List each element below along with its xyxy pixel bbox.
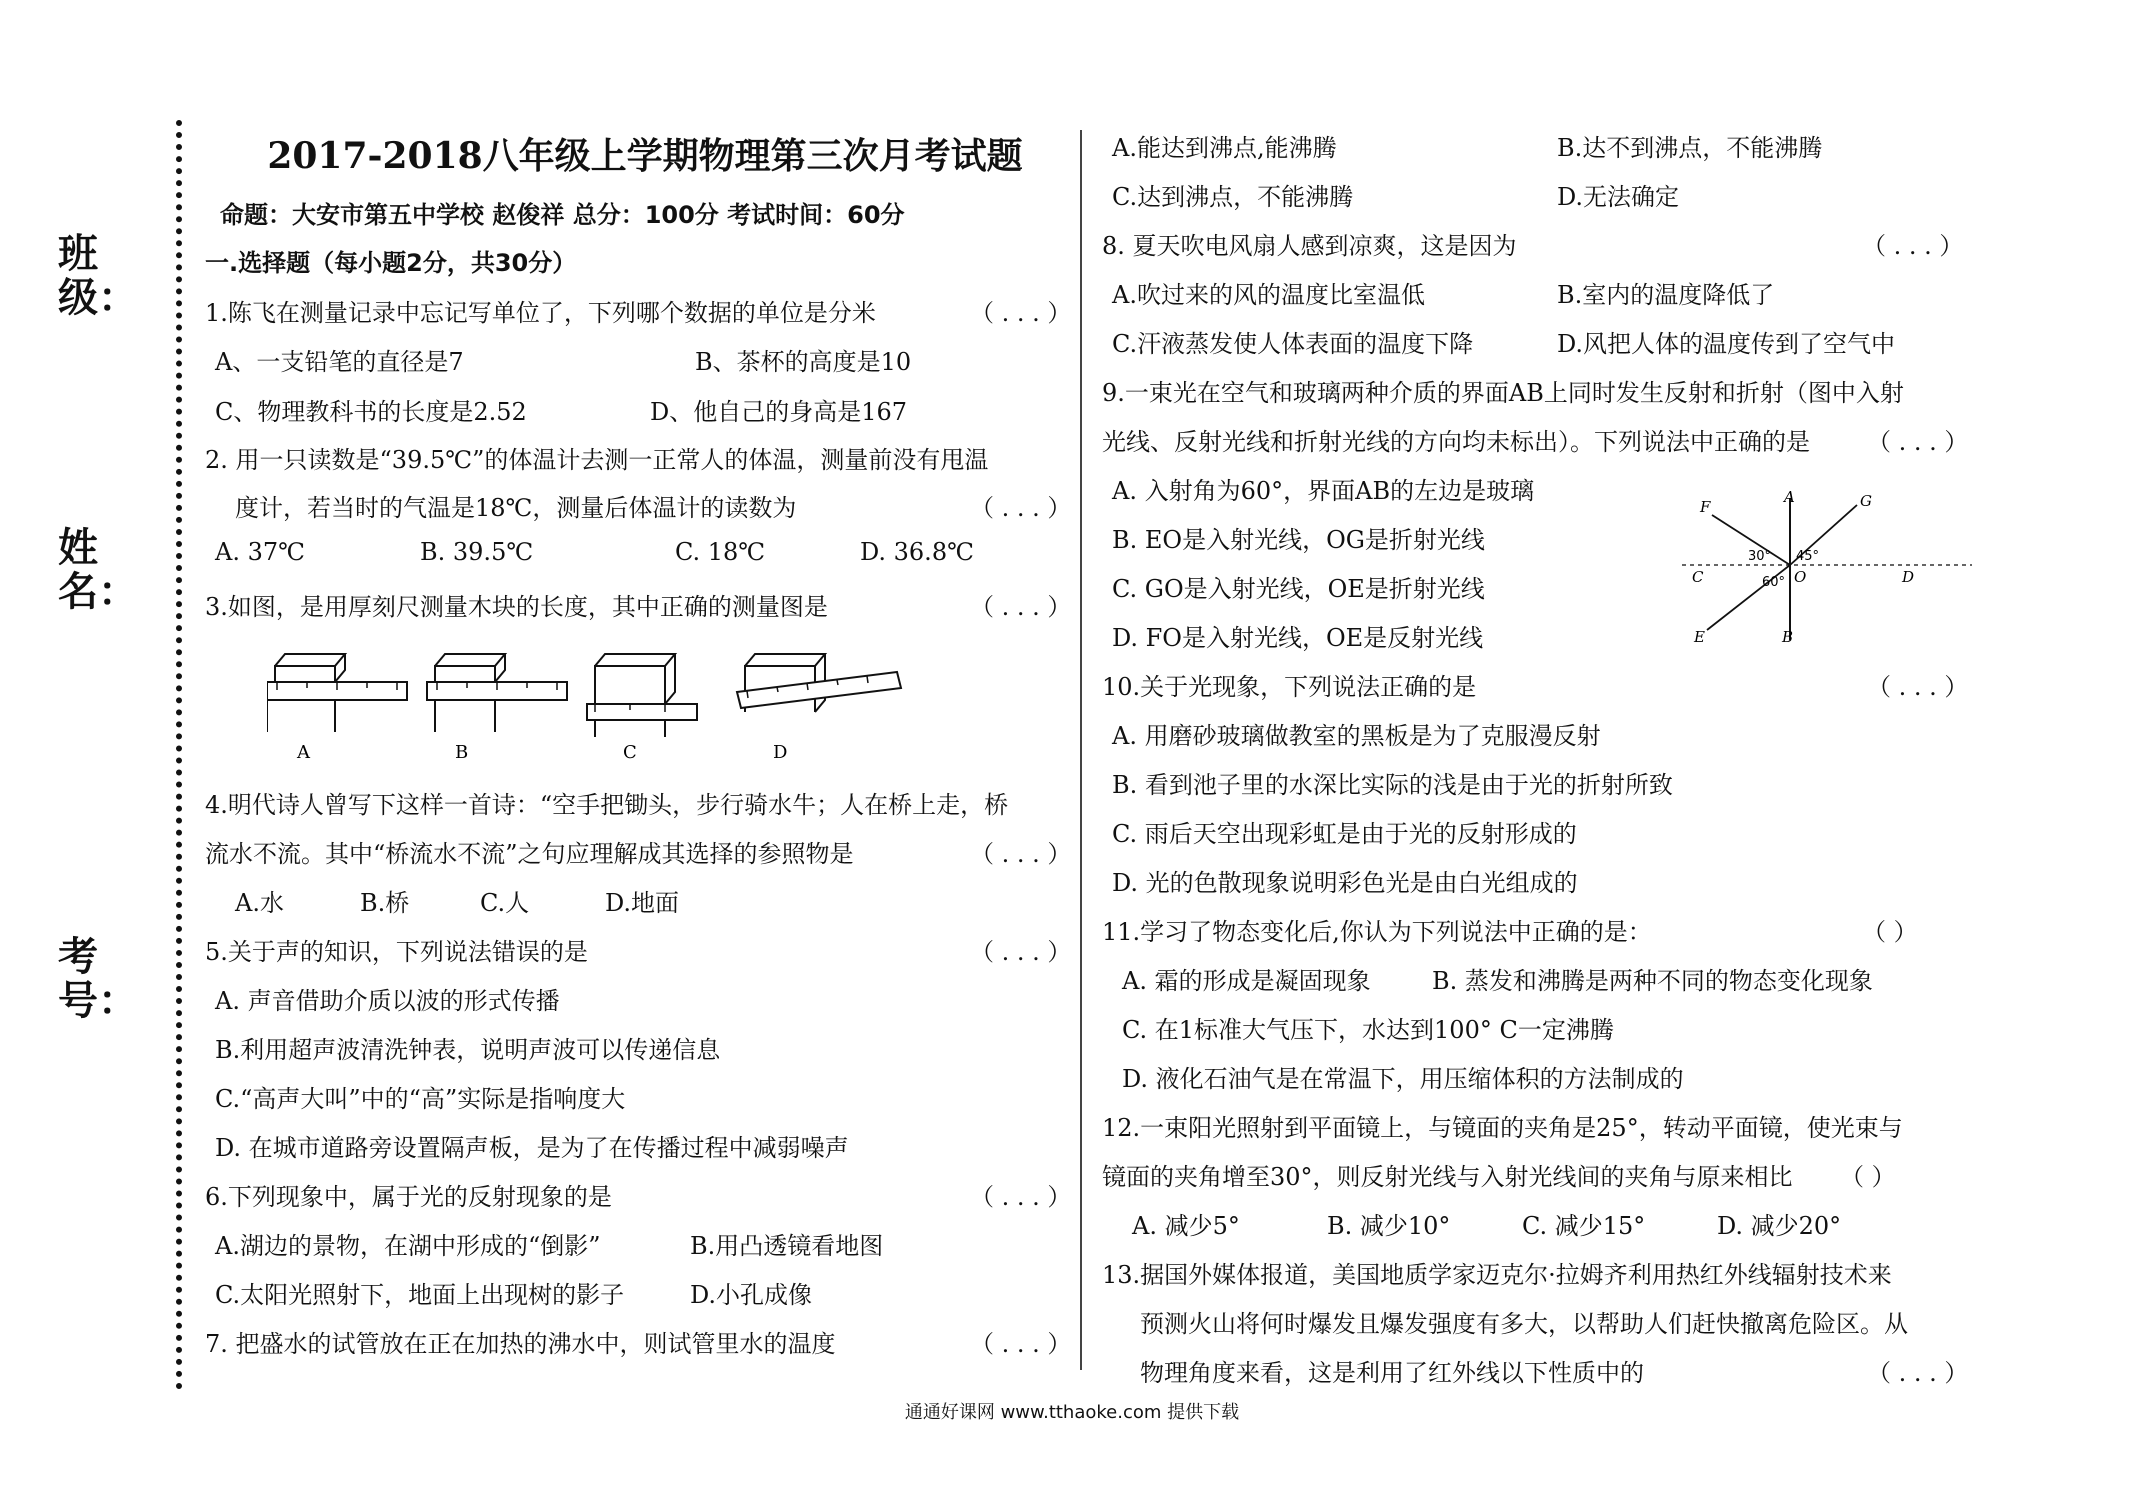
binding-dotted-line (176, 120, 182, 1390)
answer-blank-8[interactable]: （ . . . ） (1862, 232, 1964, 260)
q7-option-b: B.达不到沸点，不能沸腾 (1557, 134, 1823, 162)
question-2-stem-2: 度计，若当时的气温是18℃，测量后体温计的读数为 (235, 494, 797, 522)
answer-blank-10[interactable]: （ . . . ） (1867, 673, 1969, 701)
class-label: 班级： (58, 231, 138, 321)
ruler-figure (267, 642, 907, 762)
column-divider (1080, 130, 1082, 1370)
answer-blank-2[interactable]: （ . . . ） (970, 494, 1072, 522)
page-title: 2017-2018八年级上学期物理第三次月考试题 (267, 135, 1023, 177)
q2-option-d: D. 36.8℃ (860, 538, 974, 566)
question-12-stem-2: 镜面的夹角增至30°，则反射光线与入射光线间的夹角与原来相比 (1102, 1163, 1793, 1191)
ruler-label-a: A (297, 742, 310, 762)
q5-option-a: A. 声音借助介质以波的形式传播 (215, 987, 560, 1015)
question-10-stem: 10.关于光现象，下列说法正确的是 (1102, 673, 1477, 701)
left-column (205, 0, 1072, 1400)
fig-angle-30: 30° (1748, 549, 1772, 564)
q11-option-b: B. 蒸发和沸腾是两种不同的物态变化现象 (1432, 967, 1873, 995)
q7-option-d: D.无法确定 (1557, 183, 1680, 211)
q7-option-c: C.达到沸点，不能沸腾 (1112, 183, 1354, 211)
q4-option-b: B.桥 (360, 889, 410, 917)
q10-option-c: C. 雨后天空出现彩虹是由于光的反射形成的 (1112, 820, 1577, 848)
ruler-diagram-d (737, 654, 901, 712)
question-13-stem-1: 13.据国外媒体报道，美国地质学家迈克尔·拉姆齐利用热红外线辐射技术来 (1102, 1261, 1892, 1289)
q11-option-a: A. 霜的形成是凝固现象 (1122, 967, 1371, 995)
q6-option-c: C.太阳光照射下，地面上出现树的影子 (215, 1281, 625, 1309)
q1-option-c: C、物理教科书的长度是2.52 (215, 398, 527, 426)
q1-option-b: B、茶杯的高度是10 (695, 348, 912, 376)
question-2-stem-1: 2. 用一只读数是“39.5℃”的体温计去测一正常人的体温，测量前没有甩温 (205, 446, 989, 474)
answer-blank-13[interactable]: （ . . . ） (1867, 1359, 1969, 1387)
q9-option-b: B. EO是入射光线，OG是折射光线 (1112, 526, 1485, 554)
fig-label-a: A (1784, 490, 1795, 506)
q5-option-d: D. 在城市道路旁设置隔声板，是为了在传播过程中减弱噪声 (215, 1134, 849, 1162)
q6-option-d: D.小孔成像 (690, 1281, 813, 1309)
fig-label-c: C (1692, 568, 1704, 586)
q1-option-d: D、他自己的身高是167 (650, 398, 908, 426)
fig-angle-45: 45° (1796, 549, 1820, 564)
question-12-stem-1: 12.一束阳光照射到平面镜上，与镜面的夹角是25°，转动平面镜，使光束与 (1102, 1114, 1903, 1142)
ruler-diagram-a (267, 654, 407, 732)
q7-option-a: A.能达到沸点,能沸腾 (1112, 134, 1337, 162)
q12-option-a: A. 减少5° (1132, 1212, 1240, 1240)
answer-blank-5[interactable]: （ . . . ） (970, 938, 1072, 966)
binding-margin (0, 0, 190, 1400)
exam-meta: 命题：大安市第五中学校 赵俊祥 总分：100分 考试时间：60分 (220, 201, 905, 229)
question-6-stem: 6.下列现象中，属于光的反射现象的是 (205, 1183, 612, 1211)
right-column (1102, 0, 1967, 1400)
ruler-label-c: C (623, 742, 637, 762)
question-11-stem: 11.学习了物态变化后,你认为下列说法中正确的是： (1102, 918, 1652, 946)
q2-option-c: C. 18℃ (675, 538, 766, 566)
q10-option-a: A. 用磨砂玻璃做教室的黑板是为了克服漫反射 (1112, 722, 1601, 750)
fig-label-g: G (1860, 492, 1872, 510)
answer-blank-7[interactable]: （ . . . ） (970, 1330, 1072, 1358)
q5-option-b: B.利用超声波清洗钟表，说明声波可以传递信息 (215, 1036, 721, 1064)
question-9-stem-1: 9.一束光在空气和玻璃两种介质的界面AB上同时发生反射和折射（图中入射 (1102, 379, 1904, 407)
question-5-stem: 5.关于声的知识，下列说法错误的是 (205, 938, 588, 966)
q12-option-b: B. 减少10° (1327, 1212, 1451, 1240)
question-8-stem: 8. 夏天吹电风扇人感到凉爽，这是因为 (1102, 232, 1517, 260)
answer-blank-4[interactable]: （ . . . ） (970, 840, 1072, 868)
answer-blank-6[interactable]: （ . . . ） (970, 1183, 1072, 1211)
question-4-stem-2: 流水不流。其中“桥流水不流”之句应理解成其选择的参照物是 (205, 840, 854, 868)
fig-label-d: D (1902, 568, 1915, 586)
fig-label-o: O (1794, 568, 1807, 586)
question-3-stem: 3.如图，是用厚刻尺测量木块的长度，其中正确的测量图是 (205, 593, 828, 621)
q4-option-d: D.地面 (605, 889, 680, 917)
fig-label-b: B (1782, 628, 1794, 645)
light-refraction-diagram (1682, 490, 1972, 645)
page-footer: 通通好课网 www.tthaoke.com 提供下载 (904, 1402, 1240, 1423)
answer-blank-9[interactable]: （ . . . ） (1867, 428, 1969, 456)
question-7-stem: 7. 把盛水的试管放在正在加热的沸水中，则试管里水的温度 (205, 1330, 836, 1358)
fig-angle-60: 60° (1762, 575, 1786, 590)
answer-blank-3[interactable]: （ . . . ） (970, 593, 1072, 621)
q10-option-d: D. 光的色散现象说明彩色光是由白光组成的 (1112, 869, 1578, 897)
ruler-label-d: D (773, 742, 788, 762)
fig-label-f: F (1700, 498, 1711, 516)
section-heading: 一.选择题（每小题2分，共30分） (205, 249, 577, 277)
q10-option-b: B. 看到池子里的水深比实际的浅是由于光的折射所致 (1112, 771, 1673, 799)
q2-option-a: A. 37℃ (215, 538, 305, 566)
q8-option-a: A.吹过来的风的温度比室温低 (1112, 281, 1425, 309)
q4-option-a: A.水 (235, 889, 284, 917)
q9-option-d: D. FO是入射光线，OE是反射光线 (1112, 624, 1484, 652)
q6-option-a: A.湖边的景物，在湖中形成的“倒影” (215, 1232, 601, 1260)
q11-option-c: C. 在1标准大气压下，水达到100° C一定沸腾 (1122, 1016, 1614, 1044)
ruler-diagram-b (427, 654, 567, 732)
q8-option-d: D.风把人体的温度传到了空气中 (1557, 330, 1896, 358)
q6-option-b: B.用凸透镜看地图 (690, 1232, 884, 1260)
answer-blank-12[interactable]: （ ） (1840, 1163, 1896, 1191)
q9-option-a: A. 入射角为60°，界面AB的左边是玻璃 (1112, 477, 1535, 505)
answer-blank-11[interactable]: （ ） (1862, 918, 1918, 946)
question-1-stem: 1.陈飞在测量记录中忘记写单位了，下列哪个数据的单位是分米 (205, 299, 876, 327)
q1-option-a: A、一支铅笔的直径是7 (215, 348, 464, 376)
q5-option-c: C.“高声大叫”中的“高”实际是指响度大 (215, 1085, 626, 1113)
q8-option-c: C.汗液蒸发使人体表面的温度下降 (1112, 330, 1474, 358)
ruler-label-b: B (455, 742, 469, 762)
q4-option-c: C.人 (480, 889, 530, 917)
q11-option-d: D. 液化石油气是在常温下，用压缩体积的方法制成的 (1122, 1065, 1684, 1093)
name-label: 姓名： (58, 525, 138, 615)
question-9-stem-2: 光线、反射光线和折射光线的方向均未标出）。下列说法中正确的是 (1102, 428, 1810, 456)
fig-label-e: E (1694, 628, 1705, 645)
q12-option-d: D. 减少20° (1717, 1212, 1842, 1240)
ruler-diagram-c (587, 654, 697, 737)
answer-blank-1[interactable]: （ . . . ） (970, 299, 1072, 327)
question-13-stem-3: 物理角度来看，这是利用了红外线以下性质中的 (1140, 1359, 1644, 1387)
q9-option-c: C. GO是入射光线，OE是折射光线 (1112, 575, 1485, 603)
q12-option-c: C. 减少15° (1522, 1212, 1646, 1240)
q8-option-b: B.室内的温度降低了 (1557, 281, 1775, 309)
exam-number-label: 考号： (58, 934, 138, 1024)
question-4-stem-1: 4.明代诗人曾写下这样一首诗：“空手把锄头，步行骑水牛；人在桥上走，桥 (205, 791, 1009, 819)
question-13-stem-2: 预测火山将何时爆发且爆发强度有多大，以帮助人们赶快撤离危险区。从 (1140, 1310, 1908, 1338)
q2-option-b: B. 39.5℃ (420, 538, 534, 566)
